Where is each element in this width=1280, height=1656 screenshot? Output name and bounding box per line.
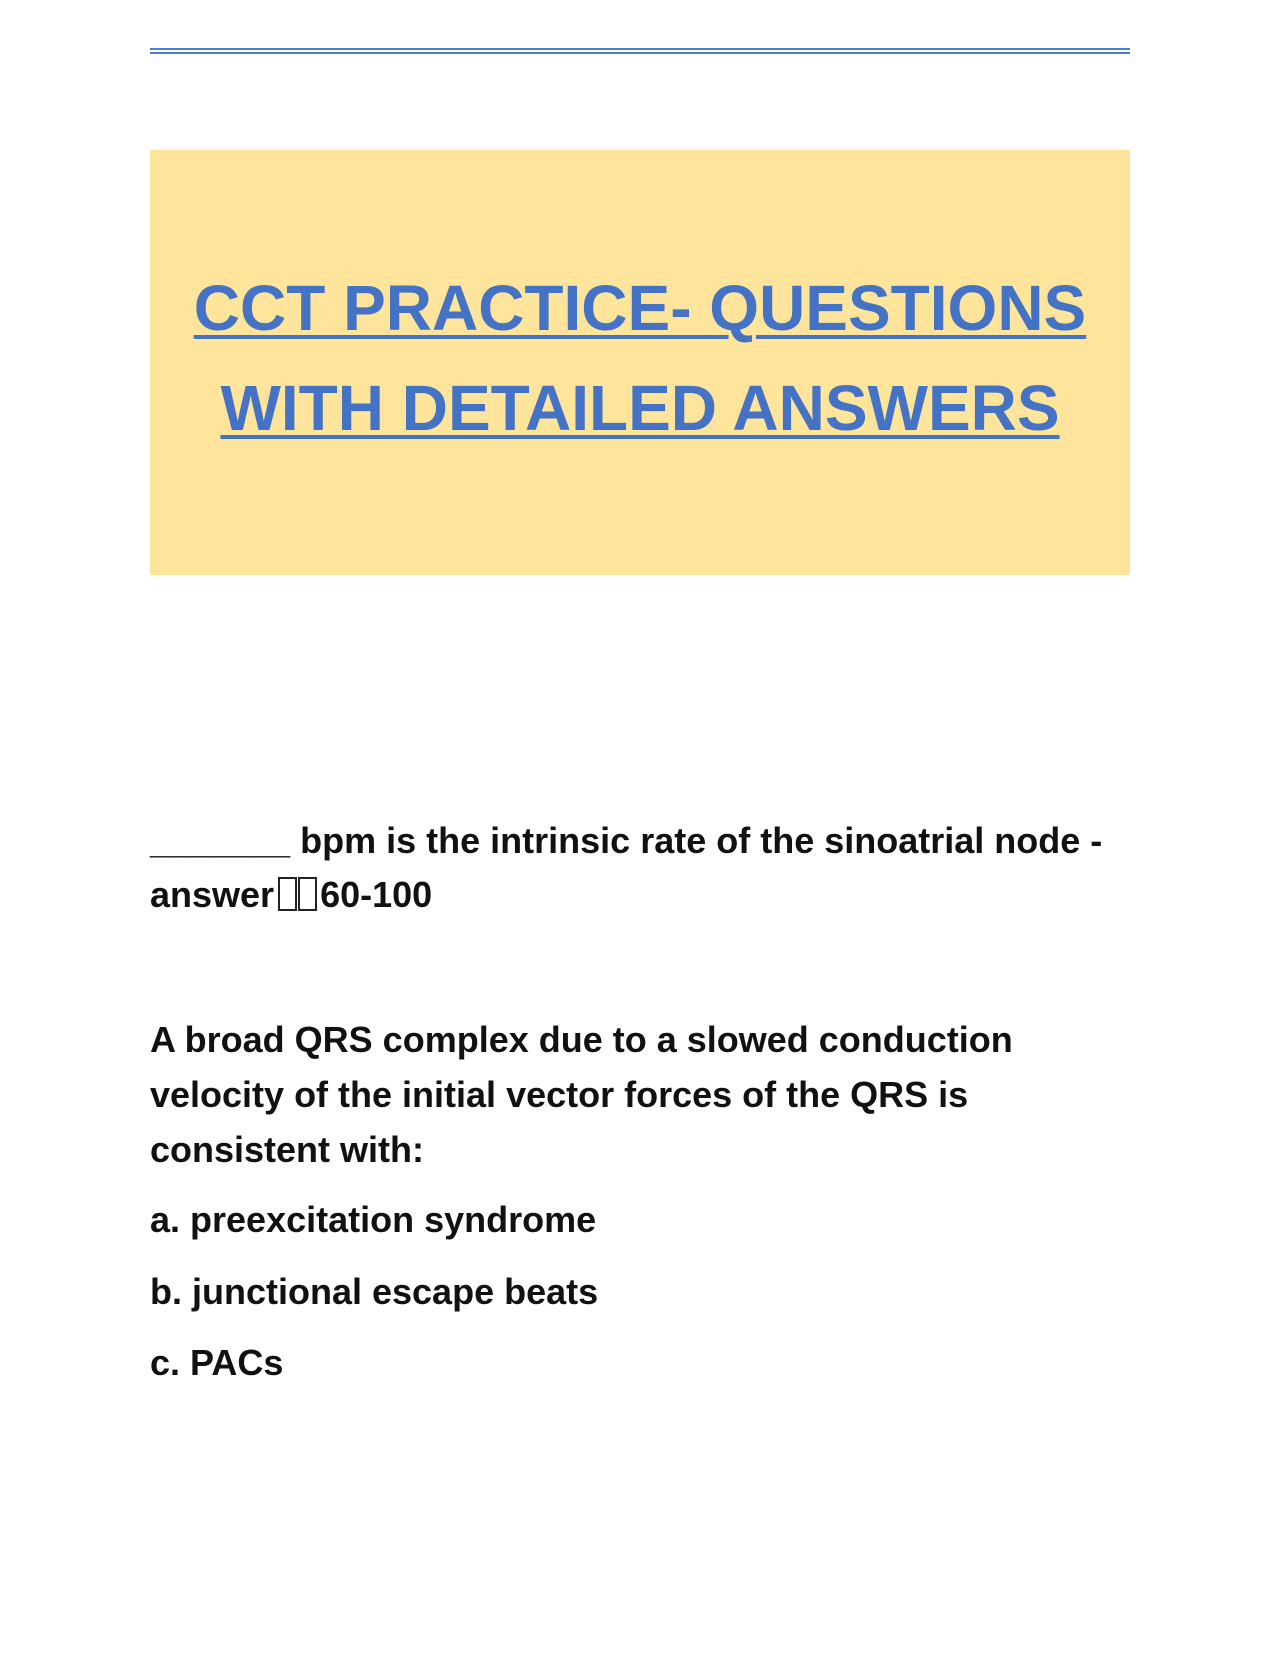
- question-1-text: bpm is the intrinsic rate of the sinoatrial node -: [290, 820, 1103, 861]
- question-1: [150, 814, 1140, 922]
- title-line-2: WITH DETAILED ANSWERS: [220, 371, 1060, 444]
- missing-glyph-icon: [278, 874, 318, 915]
- question-1-blank: _______: [150, 820, 291, 861]
- title-line-1: CCT PRACTICE- QUESTIONS: [193, 271, 1087, 344]
- option-b: b. junctional escape beats: [150, 1271, 599, 1312]
- header-double-rule: [150, 48, 1130, 54]
- question-2-text: A broad QRS complex due to a slowed conduction velocity of the initial vector forces of the QRS is consistent with:: [150, 1019, 1013, 1170]
- option-c: c. PACs: [150, 1342, 284, 1383]
- document-title: [194, 258, 1086, 458]
- title-banner: [150, 150, 1130, 575]
- option-a: a. preexcitation syndrome: [150, 1199, 597, 1240]
- question-1-answer: 60-100: [320, 874, 433, 915]
- answer-label: answer: [150, 874, 275, 915]
